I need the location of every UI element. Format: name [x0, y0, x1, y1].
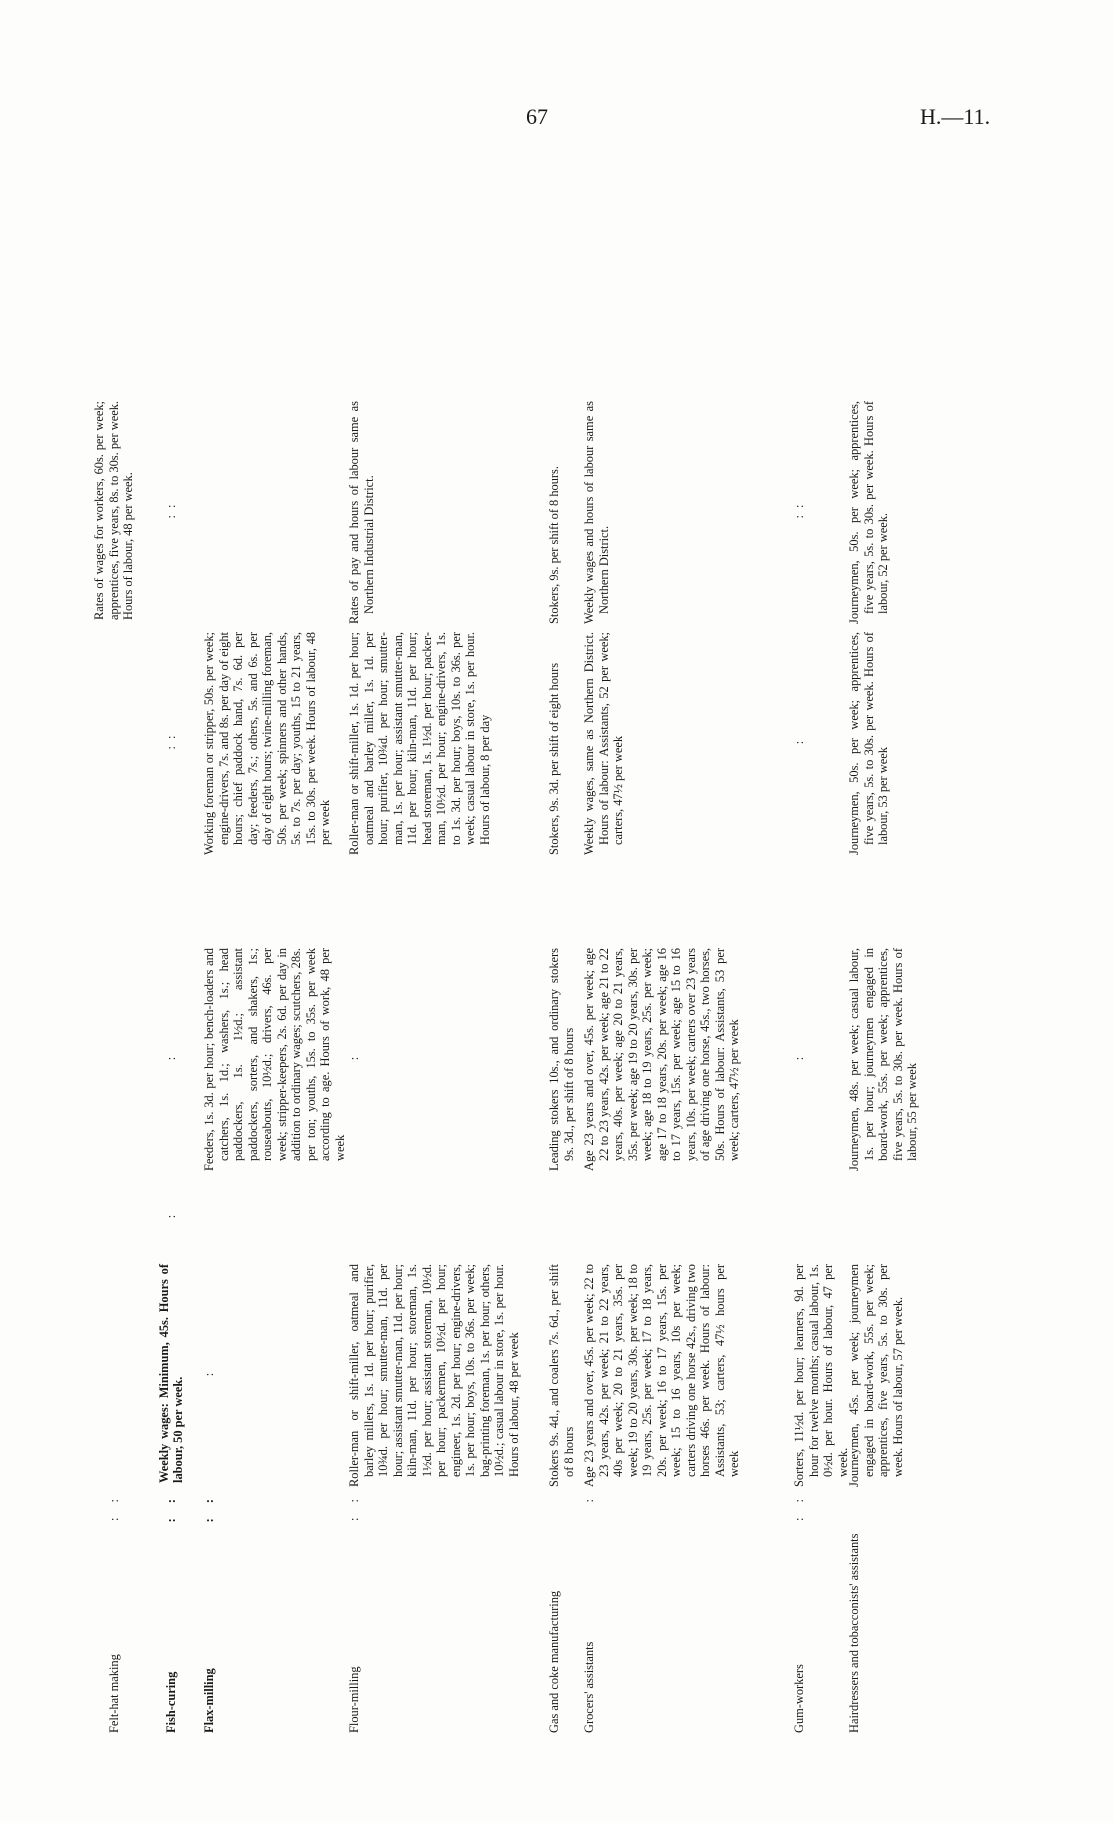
taranaki-district-cell: : [792, 1054, 806, 1061]
taranaki-district-cell: Age 23 years and over, 45s. per week; age 22 to 23 years, 42s. per week; age 21 to 22 years, 40s. per week; age 20 to 21 years, 35s. per week; age 19 to 20 years, 30s. per week; age 18 to 19 years, 25s. per week; age 17 to 18 years, 20s. per week; age 16 to 17 years, 15s. per week; age 15 to 16 years, 10s. per week; carters over 23 years of age driving one horse, 45s., two horses, 50s. Hours of labour: Assistants, 53 per week; carters, 47½ per week [582, 948, 741, 1171]
northern-district-cell: Journeymen, 45s. per week; journeymen engaged in board-work, 55s. per week; apprentices, five years, 5s. to 30s. per week. Hours of labour, 57 per week. [847, 1264, 905, 1487]
table-row-gum-workers [792, 130, 850, 1735]
table-row-hairdressers [847, 130, 919, 1735]
table-row-grocers [582, 130, 792, 1735]
otago-district-cell: : : [163, 502, 178, 519]
otago-district-cell: Stokers, 9s. per shift of 8 hours. [547, 466, 561, 624]
table-row-fish-curing [140, 130, 202, 1735]
otago-district-cell: Weekly wages and hours of labour same as Northern District. [582, 401, 611, 624]
trade-name: Gum-workers : : [792, 1493, 806, 1733]
canterbury-district-cell: Working foreman or stripper, 50s. per week; engine-drivers, 7s. and 8s. per day of eight hours; chief paddock hand, 7s. 6d. per day; feeders, 7s.; others, 5s. and 6s. per day of eight hours; twine-milling foreman, 50s. per week; spinners and other hands, 5s. to 7s. per day; youths, 15 to 21 years, 15s. to 30s. per week. Hours of labour, 48 per week [202, 632, 332, 855]
dots-spacer: : [163, 1212, 178, 1219]
page-number: 67 [526, 104, 548, 129]
table-row-gas-coke [547, 130, 582, 1735]
trade-name: Flour-milling : : [347, 1493, 361, 1733]
taranaki-district-cell: Journeymen, 48s. per week; casual labour, 1s. per hour; journeymen engaged in board-work, 55s. per week; apprentices, five years, 5s. to 30s. per week. Hours of labour, 55 per week [847, 948, 919, 1171]
canterbury-district-cell: Roller-man or shift-miller, 1s. 1d. per hour; oatmeal and barley miller, 1s. 1d. per hour; purifier, 10¾d. per hour; smutter-man, 1s. per hour; assistant smutter-man, 11d. per hour; kiln-man, 11d. per hour; head storeman, 1s. 1½d. per hour; packer-man, 10½d. per hour; engine-drivers, 1s. to 1s. 3d. per hour; boys, 10s. to 36s. per week; casual labour in store, 1s. per hour. Hours of labour, 8 per day [347, 632, 492, 855]
page-reference: H.—11. [920, 104, 991, 129]
canterbury-district-cell: Stokers, 9s. 3d. per shift of eight hours [547, 662, 561, 855]
northern-district-cell: Age 23 years and over, 45s. per week; 22 to 23 years, 42s. per week; 21 to 22 years, 40s per week; 20 to 21 years, 35s. per week; 19 to 20 years, 30s. per week; 18 to 19 years, 25s. per week; 17 to 18 years, 20s. per week; 16 to 17 years, 15s. per week; 15 to 16 years, 10s per week; carters driving one horse 42s., driving two horses 46s. per week. Hours of labour: Assistants, 53; carters, 47½ hours per week [582, 1264, 741, 1487]
canterbury-district-cell: : : [163, 733, 178, 750]
northern-district-cell: Sorters, 11½d. per hour; learners, 9d. per hour for twelve months; casual labour, 1s. 0½d. per hour. Hours of labour, 47 per week. [792, 1264, 850, 1487]
table-row-felt-hat [88, 130, 140, 1735]
trade-name: Felt-hat making : : [106, 1493, 121, 1733]
trade-name: Hairdressers and tobacconists' assistants [847, 1533, 861, 1733]
trade-name: Grocers' assistants : [582, 1493, 596, 1733]
otago-district-cell: Journeymen, 50s. per week; apprentices, five years, 5s. to 30s. per week. Hours of labour, 52 per week. [847, 401, 890, 624]
table-row-flour-milling [347, 130, 547, 1735]
northern-district-cell: Roller-man or shift-miller, oatmeal and barley millers, 1s. 1d. per hour; purifier, 10¾d. per hour; smutter-man, 11d. per hour; assistant smutter-man, 11d. per hour; kiln-man, 11d. per hour; storeman, 1s. 1½d. per hour; assistant storeman, 10½d. per hour; packermen, 10½d. per hour; engineer, 1s. 2d. per hour; engine-drivers, 1s. per hour; boys, 10s. to 36s. per week; bag-printing foreman, 1s. per hour; others, 10½d.; casual labour in store, 1s. per hour. Hours of labour, 48 per week [347, 1264, 521, 1487]
canterbury-district-cell: Weekly wages, same as Northern District. Hours of labour: Assistants, 52 per week; carters, 47½ per week [582, 632, 625, 855]
trade-name: Gas and coke manufacturing [547, 1590, 561, 1733]
canterbury-district-cell: : [792, 738, 806, 745]
northern-district-cell: : [202, 1370, 216, 1377]
table-row-flax-milling [202, 130, 347, 1735]
canterbury-district-cell: Journeymen, 50s. per week; apprentices, five years, 5s. to 30s. per week. Hours of labour, 53 per week [847, 632, 890, 855]
wages-table [88, 130, 938, 1735]
taranaki-district-cell: Feeders, 1s. 3d. per hour; bench-loaders and catchers, 1s. 1d.; washers, 1s.; head paddockers, 1s. 1½d.; assistant paddockers, sorters, and shakers, 1s.; rouseabouts, 10½d.; drivers, 46s. per week; stripper-keepers, 2s. 6d. per day in addition to ordinary wages; scutchers, 28s. per ton; youths, 15s. to 35s. per week according to age. Hours of work, 48 per week [202, 948, 347, 1171]
taranaki-district-cell: : [163, 1054, 178, 1061]
otago-district-cell: : : [792, 502, 806, 519]
otago-district-cell: Rates of wages for workers, 60s. per week; apprentices, five years, 8s. to 30s. per week. Hours of labour, 48 per week. [92, 401, 136, 620]
taranaki-district-cell: : [347, 1054, 361, 1061]
northern-district-cell: Weekly wages: Minimum, 45s. Hours of labour, 50 per week. [156, 1264, 185, 1483]
otago-district-cell: Rates of pay and hours of labour same as Northern Industrial District. [347, 401, 376, 624]
taranaki-district-cell: Leading stokers 10s., and ordinary stokers 9s. 3d., per shift of 8 hours [547, 948, 576, 1171]
northern-district-cell: Stokers 9s. 4d., and coalers 7s. 6d., per shift of 8 hours [547, 1264, 576, 1487]
trade-name: Flax-milling : : [202, 1493, 216, 1733]
trade-name: Fish-curing : : [163, 1493, 178, 1733]
